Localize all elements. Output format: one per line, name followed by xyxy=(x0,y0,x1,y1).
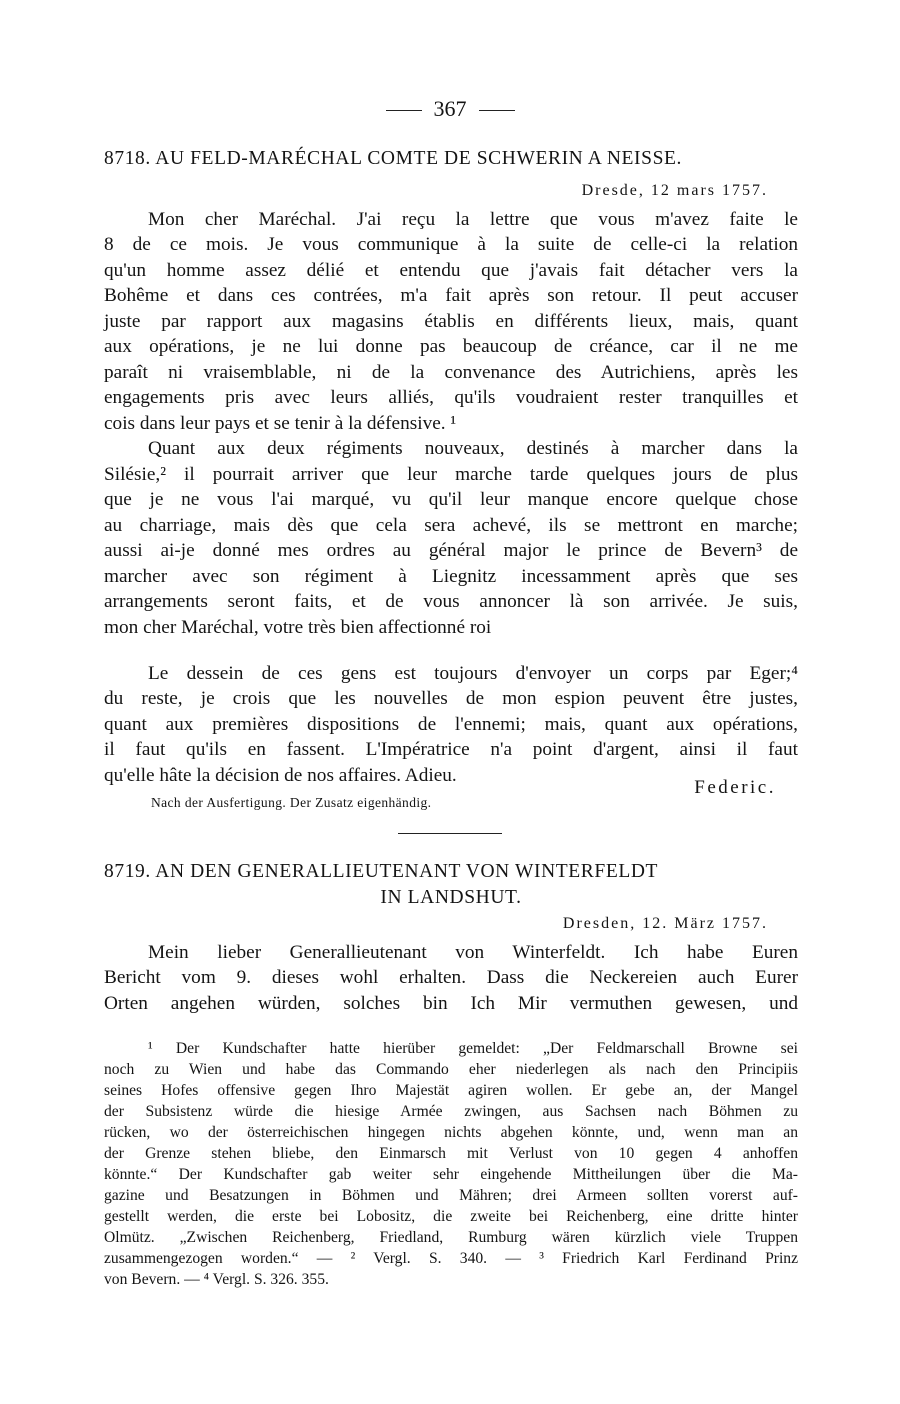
footnote-line: seines Hofes offensive gegen Ihro Majestät agiren wollen. Er gebe an, der Mangel xyxy=(104,1082,798,1099)
letter-dateline-8718: Dresde, 12 mars 1757. xyxy=(581,182,768,199)
body-line: Silésie,² il pourrait arriver que leur marche tarde quelques jours de plus xyxy=(104,464,798,485)
body-line: cois dans leur pays et se tenir à la défensive. ¹ xyxy=(104,413,457,434)
footnote-line: der Grenze stehen bliebe, den Einmarsch mit Verlust von 10 gegen 4 anhoffen xyxy=(104,1145,798,1162)
body-line: aussi ai-je donné mes ordres au général major le prince de Bevern³ de xyxy=(104,540,798,561)
body-line: arrangements seront faits, et de vous annoncer là son arrivée. Je suis, xyxy=(104,591,798,612)
body-line: Mon cher Maréchal. J'ai reçu la lettre que vous m'avez faite le xyxy=(148,209,798,230)
footnote-line: zusammengezogen worden.“ — ² Vergl. S. 340. — ³ Friedrich Karl Ferdinand Prinz xyxy=(104,1250,798,1267)
body-line: mon cher Maréchal, votre très bien affectionné roi xyxy=(104,617,492,638)
letter-heading-8718: 8718. AU FELD-MARÉCHAL COMTE DE SCHWERIN A NEISSE. xyxy=(104,148,682,169)
page-number: 367 xyxy=(0,96,900,122)
body-line: Mein lieber Generallieutenant von Winterfeldt. Ich habe Euren xyxy=(148,942,798,963)
footnote-line: Olmütz. „Zwischen Reichenberg, Friedland, Rumburg wären kürzlich viele Truppen xyxy=(104,1229,798,1246)
postscript-line: qu'elle hâte la décision de nos affaires. Adieu. xyxy=(104,765,457,786)
letter-dateline-8719: Dresden, 12. März 1757. xyxy=(562,915,768,932)
signature: Federic. xyxy=(694,777,776,798)
footnote-line: rücken, wo der österreichischen hingegen nichts abgehen könnte, und, wenn man an xyxy=(104,1124,798,1141)
postscript-line: du reste, je crois que les nouvelles de mon espion peuvent être justes, xyxy=(104,688,798,709)
postscript-line: quant aux premières dispositions de l'ennemi; mais, quant aux opérations, xyxy=(104,714,798,735)
footnote-line: gestellt werden, die erste bei Lobositz, die zweite bei Reichenberg, eine dritte hinter xyxy=(104,1208,798,1225)
section-divider xyxy=(398,833,502,834)
source-note: Nach der Ausfertigung. Der Zusatz eigenhändig. xyxy=(151,795,432,810)
body-line: que je ne vous l'ai marqué, vu qu'il leur manque encore quelque chose xyxy=(104,489,798,510)
body-line: engagements pris avec leurs alliés, qu'ils voudraient rester tranquilles et xyxy=(104,387,798,408)
body-line: Bohême et dans ces contrées, m'a fait après son retour. Il peut accuser xyxy=(104,285,798,306)
footnote-line: ¹ Der Kundschafter hatte hierüber gemeldet: „Der Feldmarschall Browne sei xyxy=(148,1040,798,1057)
body-line: Bericht vom 9. dieses wohl erhalten. Dass die Neckereien auch Eurer xyxy=(104,967,798,988)
footnote-line: noch zu Wien und habe das Commando eher niederlegen als nach den Principiis xyxy=(104,1061,798,1078)
dash-left xyxy=(386,110,422,111)
footnote-line: der Subsistenz würde die hiesige Armée zwingen, aus Sachsen nach Böhmen zu xyxy=(104,1103,798,1120)
body-line: aux opérations, je ne lui donne pas beaucoup de créance, car il ne me xyxy=(104,336,798,357)
body-line: Quant aux deux régiments nouveaux, destinés à marcher dans la xyxy=(148,438,798,459)
body-line: au charriage, mais dès que cela sera achevé, ils se mettront en marche; xyxy=(104,515,798,536)
dash-right xyxy=(479,110,515,111)
footnote-line: gazine und Besatzungen in Böhmen und Mähren; drei Armeen sollten vorerst auf- xyxy=(104,1187,798,1204)
body-line: 8 de ce mois. Je vous communique à la suite de celle-ci la relation xyxy=(104,234,798,255)
postscript-line: il faut qu'ils en fassent. L'Impératrice n'a point d'argent, ainsi il faut xyxy=(104,739,798,760)
footnote-line: von Bevern. — ⁴ Vergl. S. 326. 355. xyxy=(104,1271,329,1288)
letter-heading-8719-line2: IN LANDSHUT. xyxy=(380,887,522,908)
body-line: Orten angehen würden, solches bin Ich Mir vermuthen gewesen, und xyxy=(104,993,798,1014)
body-line: marcher avec son régiment à Liegnitz incessamment après que ses xyxy=(104,566,798,587)
body-line: juste par rapport aux magasins établis en différents lieux, mais, quant xyxy=(104,311,798,332)
letter-heading-8719: 8719. AN DEN GENERALLIEUTENANT VON WINTERFELDT xyxy=(104,861,659,882)
body-line: paraît ni vraisemblable, ni de la convenance des Autrichiens, après les xyxy=(104,362,798,383)
body-line: qu'un homme assez délié et entendu que j'avais fait détacher vers la xyxy=(104,260,798,281)
footnote-line: könnte.“ Der Kundschafter gab weiter sehr eingehende Mittheilungen über die Ma- xyxy=(104,1166,798,1183)
postscript-line: Le dessein de ces gens est toujours d'envoyer un corps par Eger;⁴ xyxy=(148,663,798,684)
